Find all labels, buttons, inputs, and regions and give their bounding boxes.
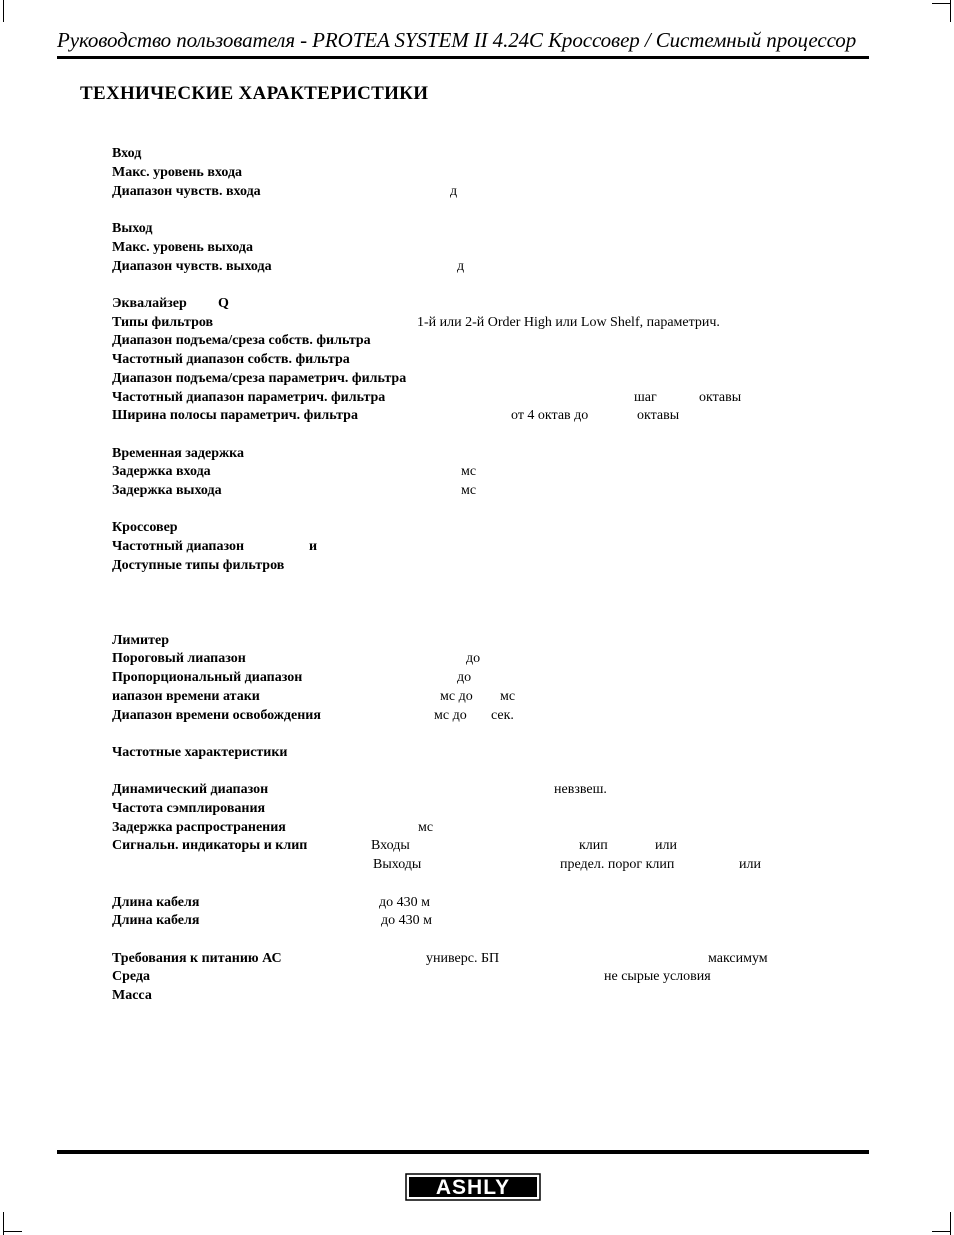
footer-rule [57,1150,869,1154]
spec-row [0,895,954,914]
spec-row [0,390,954,409]
output-sensitivity-unit: д [457,259,465,274]
page-header-title: Руководство пользователя - PROTEA SYSTEM II 4.24C Кроссовер / Системный процессор [57,28,857,52]
ashly-logo-text: ASHLY [435,1176,511,1199]
cable-length-label: Длина кабеля [112,895,200,910]
eq-heading: Эквалайзер [112,296,187,311]
input-heading: Вход [112,146,142,161]
output-max-level-label: Макс. уровень выхода [112,240,253,255]
spec-row [0,801,954,820]
header-rule [57,56,869,59]
limiter-threshold-label: Пороговый лиапазон [112,651,246,666]
cable-length-label: Длина кабеля [112,913,200,928]
spec-row [0,708,954,727]
spec-row [0,969,954,988]
environment-label: Среда [112,969,151,984]
limiter-ratio-to: до [457,670,472,685]
spec-row [0,670,954,689]
spec-row [0,165,954,184]
propagation-delay-unit: мс [418,820,434,835]
param-bandwidth-label: Ширина полосы параметрич. фильтра [112,408,358,423]
crop-mark-bottom-right-h [932,1231,951,1232]
propagation-delay-label: Задержка распространения [112,820,286,835]
own-freq-range-label: Частотный диапазон собств. фильтра [112,352,350,367]
ashly-logo [405,1172,541,1202]
spec-row [0,857,954,876]
indicators-inputs-or: или [655,838,677,853]
spec-row [0,633,954,652]
param-freq-step: шаг [634,390,657,405]
limiter-attack-unit: мс [500,689,516,704]
spec-row [0,446,954,465]
filter-types-label: Типы фильтров [112,315,214,330]
delay-heading: Временная задержка [112,446,245,461]
crop-mark-bottom-left-h [3,1231,22,1232]
spec-row [0,913,954,932]
limiter-attack-label: иапазон времени атаки [112,689,260,704]
spec-row [0,146,954,165]
delay-output-label: Задержка выхода [112,483,222,498]
freq-response-label: Частотные характеристики [112,745,288,760]
spec-row [0,483,954,502]
dynamic-range-value: невзвеш. [554,782,607,797]
spec-row [0,651,954,670]
output-heading: Выход [112,221,153,236]
spec-row [0,838,954,857]
indicators-inputs: Входы [371,838,410,853]
cable-length-value: до 430 м [381,913,432,928]
spec-row [0,296,954,315]
eq-heading-q: Q [218,296,229,311]
param-freq-range-label: Частотный диапазон параметрич. фильтра [112,390,386,405]
section-title: ТЕХНИЧЕСКИЕ ХАРАКТЕРИСТИКИ [80,83,429,104]
limiter-ratio-label: Пропорциональный диапазон [112,670,303,685]
spec-row [0,745,954,764]
spec-row [0,259,954,278]
spec-row [0,520,954,539]
indicators-outputs: Выходы [373,857,422,872]
indicators-outputs-limit: предел. порог клип [560,857,675,872]
spec-row [0,782,954,801]
crossover-heading: Кроссовер [112,520,178,535]
limiter-heading: Лимитер [112,633,169,648]
power-max: максимум [708,951,768,966]
delay-input-label: Задержка входа [112,464,211,479]
crossover-freq-range-label: Частотный диапазон [112,539,245,554]
spec-row [0,184,954,203]
spec-row [0,352,954,371]
power-label: Требования к питанию АС [112,951,282,966]
spec-row [0,951,954,970]
param-bandwidth-octaves: октавы [637,408,680,423]
spec-row [0,820,954,839]
spec-row [0,371,954,390]
param-bandwidth-from: от 4 октав до [511,408,589,423]
param-boost-cut-label: Диапазон подъема/среза параметрич. фильтра [112,371,407,386]
param-freq-octaves: октавы [699,390,742,405]
indicators-inputs-clip: клип [579,838,608,853]
limiter-threshold-to: до [466,651,481,666]
input-max-level-label: Макс. уровень входа [112,165,243,180]
spec-row [0,988,954,1007]
spec-row [0,240,954,259]
dynamic-range-label: Динамический диапазон [112,782,269,797]
spec-row [0,464,954,483]
limiter-attack-from: мс до [440,689,473,704]
filter-types-value: 1-й или 2-й Order High или Low Shelf, параметрич. [417,315,720,330]
environment-value: не сырые условия [604,969,711,984]
cable-length-value: до 430 м [379,895,430,910]
spec-row [0,315,954,334]
crossover-filter-types-label: Доступные типы фильтров [112,558,285,573]
weight-label: Масса [112,988,152,1003]
delay-output-unit: мс [461,483,477,498]
spec-row [0,558,954,577]
spec-row [0,333,954,352]
spec-row [0,408,954,427]
input-sensitivity-label: Диапазон чувств. входа [112,184,261,199]
spec-row [0,689,954,708]
indicators-outputs-or: или [739,857,761,872]
signal-indicators-label: Сигнальн. индикаторы и клип [112,838,308,853]
crop-mark-top-left-v [3,0,4,22]
limiter-release-label: Диапазон времени освобождения [112,708,321,723]
crop-mark-top-right-h [932,3,951,4]
delay-input-unit: мс [461,464,477,479]
power-psu: универс. БП [426,951,500,966]
sample-rate-label: Частота сэмплирования [112,801,266,816]
limiter-release-unit: сек. [491,708,514,723]
own-boost-cut-label: Диапазон подъема/среза собств. фильтра [112,333,371,348]
crossover-freq-and: и [309,539,318,554]
input-sensitivity-unit: д [450,184,458,199]
spec-row [0,539,954,558]
spec-row [0,221,954,240]
limiter-release-from: мс до [434,708,467,723]
output-sensitivity-label: Диапазон чувств. выхода [112,259,272,274]
